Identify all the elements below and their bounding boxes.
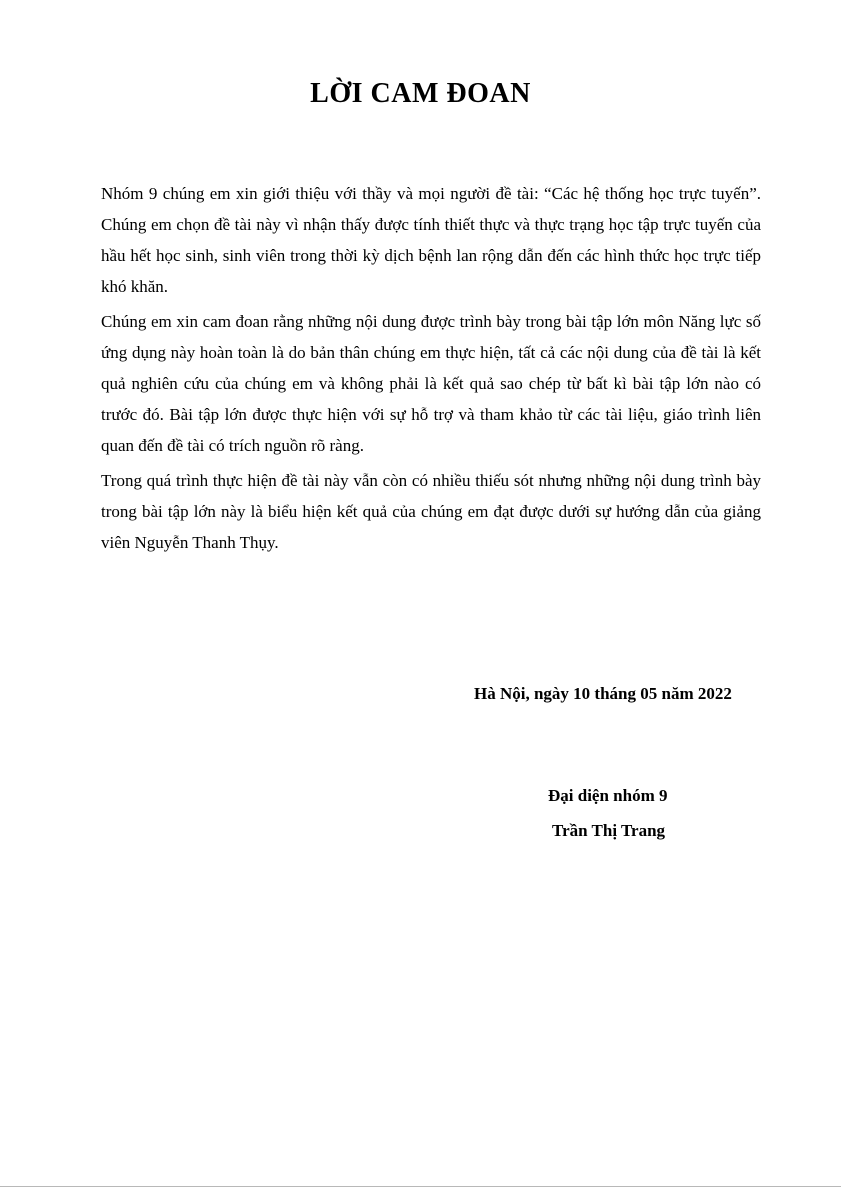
paragraph-declaration: Chúng em xin cam đoan rằng những nội dung được trình bày trong bài tập lớn môn Năng lực số ứng dụng này hoàn toàn là do bản thân chúng em thực hiện, tất cả các nội dung của đề tài là kết quả nghiên cứu của chúng em và không phải là kết quả sao chép từ bất kì bài tập lớn nào có trước đó. Bài tập lớn được thực hiện với sự hỗ trợ và tham khảo từ các tài liệu, giáo trình liên quan đến đề tài có trích nguồn rõ ràng.	[101, 312, 761, 455]
date-line: Hà Nội, ngày 10 tháng 05 năm 2022	[474, 684, 732, 703]
page-bottom-divider	[0, 1186, 841, 1187]
paragraph-introduction: Nhóm 9 chúng em xin giới thiệu với thầy và mọi người đề tài: “Các hệ thống học trực tuyến”. Chúng em chọn đề tài này vì nhận thấy được tính thiết thực và thực trạng học tập trực tuyến của hầu hết học sinh, sinh viên trong thời kỳ dịch bệnh lan rộng dẫn đến các hình thức học trực tiếp khó khăn.	[101, 184, 761, 296]
document-body	[101, 178, 761, 562]
representative-label: Đại diện nhóm 9	[548, 786, 668, 805]
representative-name: Trần Thị Trang	[552, 821, 666, 840]
page-title: LỜI CAM ĐOAN	[310, 78, 531, 109]
paragraph-acknowledgement: Trong quá trình thực hiện đề tài này vẫn còn có nhiều thiếu sót nhưng những nội dung trình bày trong bài tập lớn này là biểu hiện kết quả của chúng em đạt được dưới sự hướng dẫn của giảng viên Nguyễn Thanh Thụy.	[101, 471, 761, 552]
